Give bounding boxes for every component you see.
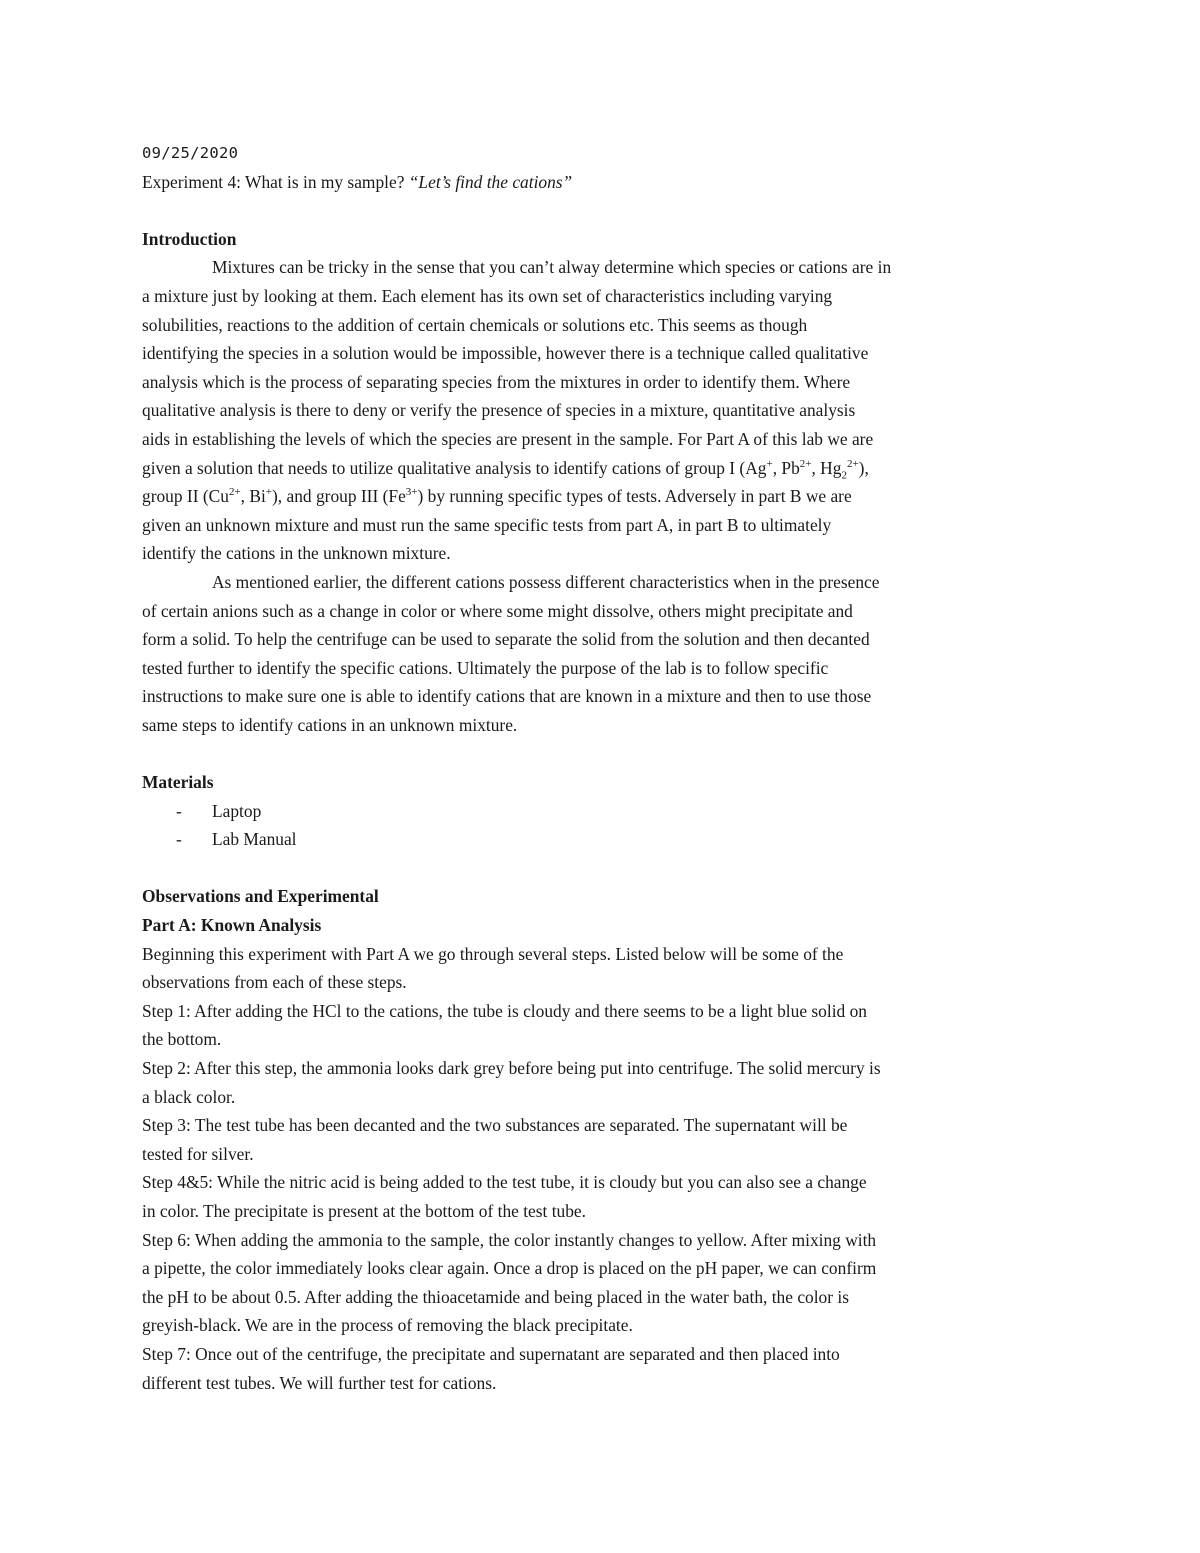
para-line: Step 6: When adding the ammonia to the sample, the color instantly changes to yellow. After mixing with <box>142 1229 877 1250</box>
list-item-text: Laptop <box>212 800 262 821</box>
para-text: Mixtures can be tricky in the sense that you can’t alway determine which species or cations are in <box>212 257 892 278</box>
para-line: the bottom. <box>142 1029 222 1050</box>
list-item-text: Lab Manual <box>212 829 297 850</box>
document-page <box>142 139 1062 1397</box>
para-text: given a solution that needs to utilize qualitative analysis to identify cations of group I (Ag <box>142 457 767 478</box>
introduction-paragraph-2 <box>142 568 1062 740</box>
list-item <box>142 797 1062 826</box>
para-text: group II (Cu <box>142 486 229 507</box>
spacer <box>142 739 1062 768</box>
para-line: tested further to identify the specific cations. Ultimately the purpose of the lab is to follow specific <box>142 657 829 678</box>
para-line: qualitative analysis is there to deny or verify the presence of species in a mixture, quantitative analysis <box>142 400 856 421</box>
para-text: , Bi <box>240 486 266 507</box>
introduction-heading: Introduction <box>142 228 237 249</box>
para-line: aids in establishing the levels of which the species are present in the sample. For Part A of this lab we are <box>142 428 874 449</box>
charge-superscript: 3+ <box>405 486 418 499</box>
para-text: ), <box>858 457 869 478</box>
para-text: As mentioned earlier, the different cations possess different characteristics when in the presence <box>212 571 880 592</box>
para-line: observations from each of these steps. <box>142 972 407 993</box>
charge-superscript: + <box>766 457 773 470</box>
para-text: ), and group III (Fe <box>272 486 406 507</box>
para-line: in color. The precipitate is present at the bottom of the test tube. <box>142 1200 586 1221</box>
para-line: Step 4&5: While the nitric acid is being added to the test tube, it is cloudy but you can also see a change <box>142 1172 867 1193</box>
charge-superscript: 2+ <box>846 457 859 470</box>
para-line: Step 7: Once out of the centrifuge, the precipitate and supernatant are separated and then placed into <box>142 1343 840 1364</box>
para-line: of certain anions such as a change in color or where some might dissolve, others might precipitate and <box>142 600 853 621</box>
para-line-group-i <box>142 454 1062 483</box>
para-line: solubilities, reactions to the addition of certain chemicals or solutions etc. This seems as though <box>142 314 808 335</box>
experiment-title-text: Experiment 4: What is in my sample? <box>142 171 409 192</box>
para-text: ) by running specific types of tests. Adversely in part B we are <box>417 486 852 507</box>
para-line: instructions to make sure one is able to identify cations that are known in a mixture and then to use those <box>142 686 872 707</box>
para-line: Beginning this experiment with Part A we go through several steps. Listed below will be some of the <box>142 943 844 964</box>
para-line: a black color. <box>142 1086 236 1107</box>
para-line: analysis which is the process of separating species from the mixtures in order to identify them. Where <box>142 371 851 392</box>
para-line <box>142 253 1062 282</box>
experiment-title <box>142 168 1062 197</box>
observations-body <box>142 940 1062 1398</box>
materials-list <box>142 797 1062 854</box>
para-line: Step 2: After this step, the ammonia looks dark grey before being put into centrifuge. The solid mercury is <box>142 1058 881 1078</box>
para-line: Step 1: After adding the HCl to the cations, the tube is cloudy and there seems to be a light blue solid on <box>142 1000 867 1021</box>
para-line: greyish-black. We are in the process of removing the black precipitate. <box>142 1315 633 1336</box>
experiment-subtitle: “Let’s find the cations” <box>408 171 573 192</box>
list-item <box>142 825 1062 854</box>
para-line: a mixture just by looking at them. Each element has its own set of characteristics including varying <box>142 285 833 306</box>
document-date: 09/25/2020 <box>142 144 239 162</box>
para-text: , Pb <box>772 457 800 478</box>
para-text: , Hg <box>811 457 842 478</box>
para-line: identify the cations in the unknown mixture. <box>142 543 451 564</box>
para-line <box>142 568 1062 597</box>
para-line: form a solid. To help the centrifuge can be used to separate the solid from the solution and then decanted <box>142 629 870 650</box>
para-line: a pipette, the color immediately looks clear again. Once a drop is placed on the pH paper, we can confirm <box>142 1258 877 1279</box>
para-line: same steps to identify cations in an unknown mixture. <box>142 714 518 735</box>
spacer <box>142 196 1062 225</box>
para-line: identifying the species in a solution would be impossible, however there is a technique called qualitative <box>142 343 869 364</box>
para-line: Step 3: The test tube has been decanted and the two substances are separated. The supernatant will be <box>142 1115 848 1136</box>
para-line: tested for silver. <box>142 1143 254 1164</box>
para-line: given an unknown mixture and must run the same specific tests from part A, in part B to ultimately <box>142 514 832 535</box>
list-bullet: - <box>176 800 182 821</box>
materials-heading: Materials <box>142 772 214 793</box>
para-line: the pH to be about 0.5. After adding the thioacetamide and being placed in the water bath, the color is <box>142 1286 849 1307</box>
spacer <box>142 854 1062 883</box>
para-line: different test tubes. We will further test for cations. <box>142 1372 497 1393</box>
charge-superscript: 2+ <box>228 486 241 499</box>
count-subscript: 2 <box>841 469 847 481</box>
para-line-group-ii <box>142 482 1062 511</box>
charge-superscript: + <box>265 486 273 499</box>
observations-heading: Observations and Experimental <box>142 886 379 907</box>
list-bullet: - <box>176 829 182 850</box>
introduction-paragraph-1 <box>142 253 1062 568</box>
part-a-heading: Part A: Known Analysis <box>142 915 322 936</box>
charge-superscript: 2+ <box>799 457 812 470</box>
